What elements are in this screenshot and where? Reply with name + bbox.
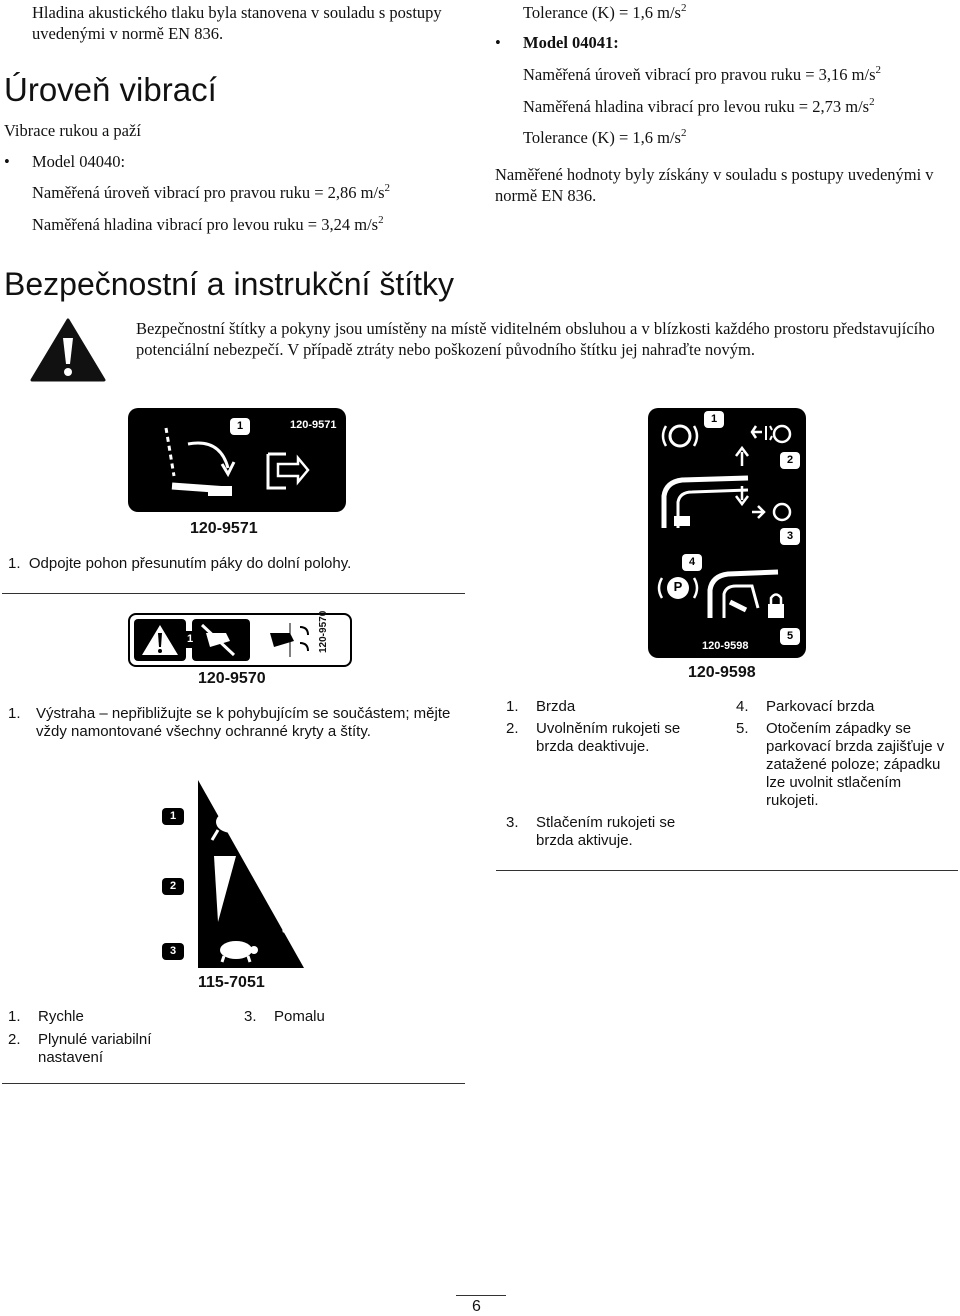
decal-code-inline: 120-9598 (702, 640, 749, 652)
decal-115-7051 (154, 780, 309, 970)
measurement-note: Naměřené hodnoty byly získány v souladu s postupy uvedenými v normě EN 836. (495, 165, 934, 205)
right-hand-a: Naměřená úroveň vibrací pro pravou ruku = 2,86 $m/s^2$ (32, 182, 390, 202)
divider (496, 870, 958, 871)
bullet-icon: • (4, 152, 10, 171)
left-hand-b: Naměřená hladina vibrací pro levou ruku = 2,73 $m/s^2$ (523, 96, 875, 116)
list-item: 1. Brzda (506, 698, 576, 715)
bullet-icon: • (495, 33, 501, 52)
callout-2: 2 (780, 452, 800, 469)
decal-115-7051-code: 115-7051 (198, 974, 265, 991)
callout-1: 1 (230, 418, 250, 435)
parking-label: P (673, 579, 683, 594)
callout-1: 1 (162, 808, 184, 825)
list-item: 1. Rychle (8, 1008, 84, 1025)
callout-3: 3 (162, 943, 184, 960)
divider (2, 593, 465, 594)
list-item: 3. Pomalu (244, 1008, 325, 1025)
intro-text: Hladina akustického tlaku byla stanovena v souladu s postupy uvedenými v normě EN 836. (32, 3, 442, 43)
decal-code-inline: 115-7051 (280, 889, 309, 937)
tolerance-a: Tolerance (K) = 1,6 $m/s^2$ (523, 2, 687, 22)
decal-120-9570 (128, 610, 352, 667)
page-number-rule (456, 1295, 506, 1296)
callout-1: 1 (704, 411, 724, 428)
list-item: 4. Parkovací brzda (736, 698, 875, 715)
tolerance-b: Tolerance (K) = 1,6 $m/s^2$ (523, 127, 687, 147)
vibration-heading: Úroveň vibrací (4, 71, 217, 108)
vibration-subheading: Vibrace rukou a paží (4, 121, 141, 140)
callout-3: 3 (780, 528, 800, 545)
list-item: 2. Uvolněním rukojeti se brzda deaktivuje. (506, 720, 681, 755)
list-item: 1. Odpojte pohon přesunutím páky do dolní polohy. (8, 555, 352, 572)
left-hand-a: Naměřená hladina vibrací pro levou ruku = 3,24 $m/s^2$ (32, 214, 384, 234)
list-item: 5. Otočením západky se parkovací brzda zajišťuje v zatažené poloze; západku lze uvolnit stlačením rukojeti. (736, 720, 945, 809)
safety-text: Bezpečnostní štítky a pokyny jsou umístěny na místě viditelném obsluhou a v blízkosti každého prostoru představujícího potenciální nebezpečí. V případě ztráty nebo poškození původního štítku jej nahraďte novým. (136, 319, 935, 359)
callout-2: 2 (162, 878, 184, 895)
decal-120-9571-code: 120-9571 (190, 520, 258, 537)
callout-4: 4 (682, 554, 702, 571)
list-item: 1. Výstraha – nepřibližujte se k pohybujícím se součástem; mějte vždy namontované všechny ochranné kryty a štíty. (8, 705, 451, 740)
decal-code-inline: 120-9570 (318, 610, 329, 653)
decal-120-9598-code: 120-9598 (688, 664, 756, 681)
brake-icon (663, 426, 697, 446)
page-number: 6 (472, 1298, 481, 1315)
decal-code-inline: 120-9571 (290, 419, 337, 431)
decal-120-9598 (648, 408, 806, 658)
safety-heading: Bezpečnostní a instrukční štítky (4, 266, 454, 302)
callout-5: 5 (780, 628, 800, 645)
lock-icon (768, 595, 784, 619)
divider (2, 1083, 465, 1084)
model-04041-label: Model 04041: (523, 33, 619, 52)
list-item: 3. Stlačením rukojeti se brzda aktivuje. (506, 814, 676, 849)
decal-120-9571 (128, 408, 346, 512)
model-04040-line (4, 152, 125, 172)
decal-120-9570-code: 120-9570 (198, 670, 266, 687)
warning-icon (30, 318, 106, 387)
model-04041-line (495, 33, 619, 53)
callout-1: 1 (180, 631, 200, 648)
right-hand-b: Naměřená úroveň vibrací pro pravou ruku = 3,16 $m/s^2$ (523, 64, 881, 84)
list-item: 2. Plynulé variabilní nastavení (8, 1031, 152, 1066)
model-04040-label: Model 04040: (32, 152, 126, 171)
